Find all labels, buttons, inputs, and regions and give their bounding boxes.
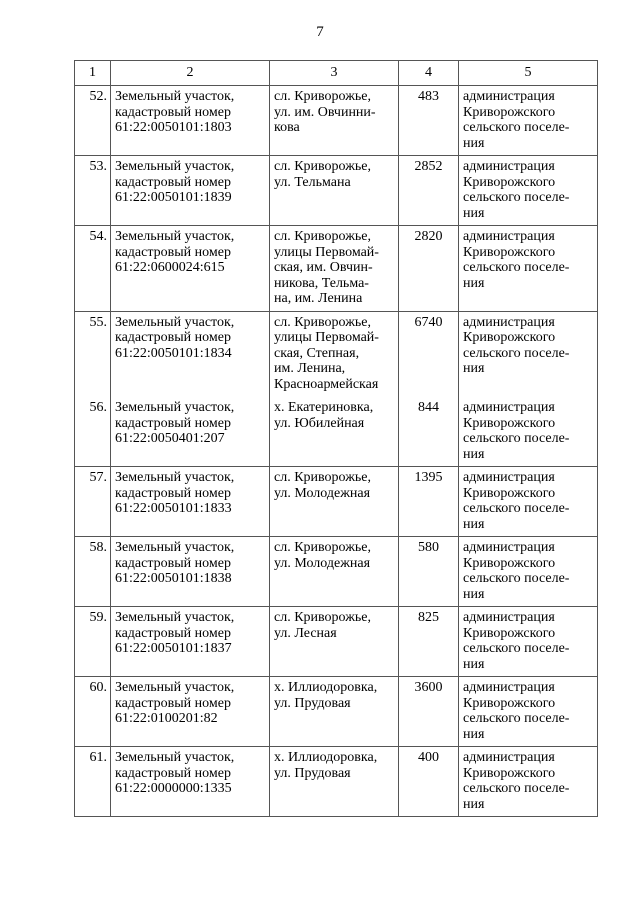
address-line: х. Иллиодоровка, xyxy=(274,680,378,695)
object-area: 483 xyxy=(399,86,459,156)
owner-line: администрация xyxy=(463,750,555,765)
table-row xyxy=(75,537,598,607)
table-row xyxy=(75,311,598,397)
owner-line: сельского поселе- xyxy=(463,260,570,275)
owner-line: сельского поселе- xyxy=(463,120,570,135)
object-description xyxy=(111,397,270,467)
row-number: 60. xyxy=(75,677,111,747)
owner-line: Криворожского xyxy=(463,244,556,260)
table-row xyxy=(75,226,598,312)
table-row xyxy=(75,397,598,467)
owner-line: ния xyxy=(463,726,485,742)
object-description xyxy=(111,156,270,226)
owner-line: ния xyxy=(463,516,485,532)
owner-line: Криворожского xyxy=(463,485,556,501)
address-line: сл. Криворожье, xyxy=(274,540,371,555)
owner-line: ния xyxy=(463,135,485,151)
object-area: 6740 xyxy=(399,311,459,397)
owner-line: администрация xyxy=(463,470,555,485)
object-line: 61:22:0100201:82 xyxy=(115,711,218,726)
address-line: сл. Криворожье, xyxy=(274,159,371,174)
address-line: ул. им. Овчинни- xyxy=(274,104,376,120)
column-header: 1 xyxy=(75,61,111,86)
address-line: х. Екатериновка, xyxy=(274,400,374,415)
object-line: Земельный участок, xyxy=(115,610,235,625)
object-area: 1395 xyxy=(399,467,459,537)
object-line: 61:22:0050101:1837 xyxy=(115,641,232,656)
object-line: Земельный участок, xyxy=(115,540,235,555)
object-address xyxy=(270,747,399,817)
address-line: сл. Криворожье, xyxy=(274,610,371,625)
object-line: Земельный участок, xyxy=(115,89,235,104)
page-number: 7 xyxy=(316,24,324,40)
object-description xyxy=(111,747,270,817)
object-line: кадастровый номер xyxy=(115,104,231,120)
owner-line: сельского поселе- xyxy=(463,571,570,586)
object-line: Земельный участок, xyxy=(115,314,235,330)
object-area: 825 xyxy=(399,607,459,677)
owner-line: ния xyxy=(463,275,485,291)
owner-line: сельского поселе- xyxy=(463,641,570,656)
column-header: 5 xyxy=(459,61,598,86)
owner-line: администрация xyxy=(463,159,555,174)
row-number: 54. xyxy=(75,226,111,312)
row-number: 59. xyxy=(75,607,111,677)
owner-line: сельского поселе- xyxy=(463,501,570,516)
address-line: ул. Тельмана xyxy=(274,174,351,190)
address-line: сл. Криворожье, xyxy=(274,314,371,330)
owner-line: администрация xyxy=(463,400,555,415)
row-number: 57. xyxy=(75,467,111,537)
table-row xyxy=(75,86,598,156)
object-area: 844 xyxy=(399,397,459,467)
owner-line: ния xyxy=(463,586,485,602)
object-line: Земельный участок, xyxy=(115,159,235,174)
owner-line: сельского поселе- xyxy=(463,431,570,446)
object-line: кадастровый номер xyxy=(115,330,231,345)
address-line: ул. Лесная xyxy=(274,625,337,641)
column-header: 2 xyxy=(111,61,270,86)
object-address xyxy=(270,397,399,467)
owner-line: сельского поселе- xyxy=(463,190,570,205)
owner-line: администрация xyxy=(463,314,555,330)
object-line: 61:22:0050101:1839 xyxy=(115,190,232,205)
object-area: 3600 xyxy=(399,677,459,747)
address-line: никова, Тельма- xyxy=(274,275,369,291)
owner-line: администрация xyxy=(463,229,555,244)
address-line: улицы Первомай- xyxy=(274,330,379,345)
table-body xyxy=(75,86,598,817)
owner-line: сельского поселе- xyxy=(463,781,570,796)
address-line: сл. Криворожье, xyxy=(274,470,371,485)
owner-line: Криворожского xyxy=(463,765,556,781)
object-owner xyxy=(459,397,598,467)
object-line: 61:22:0050101:1833 xyxy=(115,501,232,516)
object-address xyxy=(270,86,399,156)
address-line: ул. Прудовая xyxy=(274,695,351,711)
object-description xyxy=(111,607,270,677)
owner-line: ния xyxy=(463,446,485,462)
object-owner xyxy=(459,607,598,677)
object-address xyxy=(270,311,399,397)
object-owner xyxy=(459,467,598,537)
address-line: ул. Юбилейная xyxy=(274,415,365,431)
property-table xyxy=(74,60,598,817)
object-description xyxy=(111,86,270,156)
owner-line: сельского поселе- xyxy=(463,711,570,726)
object-description xyxy=(111,311,270,397)
object-line: кадастровый номер xyxy=(115,625,231,641)
table-row xyxy=(75,156,598,226)
owner-line: сельского поселе- xyxy=(463,345,570,361)
object-description xyxy=(111,467,270,537)
object-owner xyxy=(459,747,598,817)
address-line: на, им. Ленина xyxy=(274,291,363,306)
object-line: 61:22:0050101:1803 xyxy=(115,120,232,135)
object-line: 61:22:0050101:1838 xyxy=(115,571,232,586)
object-line: Земельный участок, xyxy=(115,470,235,485)
address-line: ская, Степная, xyxy=(274,345,360,361)
row-number: 55. xyxy=(75,311,111,397)
owner-line: Криворожского xyxy=(463,104,556,120)
object-line: 61:22:0050401:207 xyxy=(115,431,225,446)
object-area: 2820 xyxy=(399,226,459,312)
column-header: 3 xyxy=(270,61,399,86)
address-line: сл. Криворожье, xyxy=(274,229,371,244)
owner-line: ния xyxy=(463,361,485,376)
owner-line: Криворожского xyxy=(463,695,556,711)
object-owner xyxy=(459,156,598,226)
owner-line: администрация xyxy=(463,680,555,695)
object-owner xyxy=(459,86,598,156)
table-row xyxy=(75,467,598,537)
object-address xyxy=(270,156,399,226)
object-description xyxy=(111,677,270,747)
owner-line: администрация xyxy=(463,610,555,625)
object-area: 2852 xyxy=(399,156,459,226)
object-area: 580 xyxy=(399,537,459,607)
table-row xyxy=(75,747,598,817)
object-line: кадастровый номер xyxy=(115,695,231,711)
object-owner xyxy=(459,226,598,312)
object-line: кадастровый номер xyxy=(115,555,231,571)
row-number: 56. xyxy=(75,397,111,467)
object-owner xyxy=(459,537,598,607)
table-header-row xyxy=(75,61,598,86)
owner-line: администрация xyxy=(463,540,555,555)
object-line: Земельный участок, xyxy=(115,750,235,765)
object-address xyxy=(270,607,399,677)
address-line: кова xyxy=(274,120,300,135)
object-line: кадастровый номер xyxy=(115,174,231,190)
table-row xyxy=(75,677,598,747)
object-line: 61:22:0050101:1834 xyxy=(115,345,232,361)
object-line: Земельный участок, xyxy=(115,400,235,415)
object-line: кадастровый номер xyxy=(115,485,231,501)
address-line: им. Ленина, xyxy=(274,361,346,376)
row-number: 52. xyxy=(75,86,111,156)
address-line: ул. Молодежная xyxy=(274,555,371,571)
column-header: 4 xyxy=(399,61,459,86)
address-line: ская, им. Овчин- xyxy=(274,260,373,275)
address-line: сл. Криворожье, xyxy=(274,89,371,104)
owner-line: администрация xyxy=(463,89,555,104)
address-line: ул. Молодежная xyxy=(274,485,371,501)
owner-line: ния xyxy=(463,656,485,672)
object-address xyxy=(270,467,399,537)
object-line: кадастровый номер xyxy=(115,244,231,260)
object-line: кадастровый номер xyxy=(115,765,231,781)
owner-line: ния xyxy=(463,205,485,221)
object-description xyxy=(111,226,270,312)
owner-line: Криворожского xyxy=(463,330,556,345)
row-number: 53. xyxy=(75,156,111,226)
row-number: 58. xyxy=(75,537,111,607)
owner-line: Криворожского xyxy=(463,625,556,641)
object-owner xyxy=(459,677,598,747)
table-row xyxy=(75,607,598,677)
object-area: 400 xyxy=(399,747,459,817)
owner-line: Криворожского xyxy=(463,415,556,431)
object-line: 61:22:0600024:615 xyxy=(115,260,225,275)
address-line: ул. Прудовая xyxy=(274,765,351,781)
address-line: Красноармейская xyxy=(274,376,379,392)
address-line: улицы Первомай- xyxy=(274,244,379,260)
object-description xyxy=(111,537,270,607)
object-line: кадастровый номер xyxy=(115,415,231,431)
object-owner xyxy=(459,311,598,397)
owner-line: ния xyxy=(463,796,485,812)
object-line: Земельный участок, xyxy=(115,680,235,695)
object-line: Земельный участок, xyxy=(115,229,235,244)
owner-line: Криворожского xyxy=(463,174,556,190)
object-address xyxy=(270,226,399,312)
object-address xyxy=(270,537,399,607)
object-address xyxy=(270,677,399,747)
owner-line: Криворожского xyxy=(463,555,556,571)
address-line: х. Иллиодоровка, xyxy=(274,750,378,765)
object-line: 61:22:0000000:1335 xyxy=(115,781,232,796)
row-number: 61. xyxy=(75,747,111,817)
